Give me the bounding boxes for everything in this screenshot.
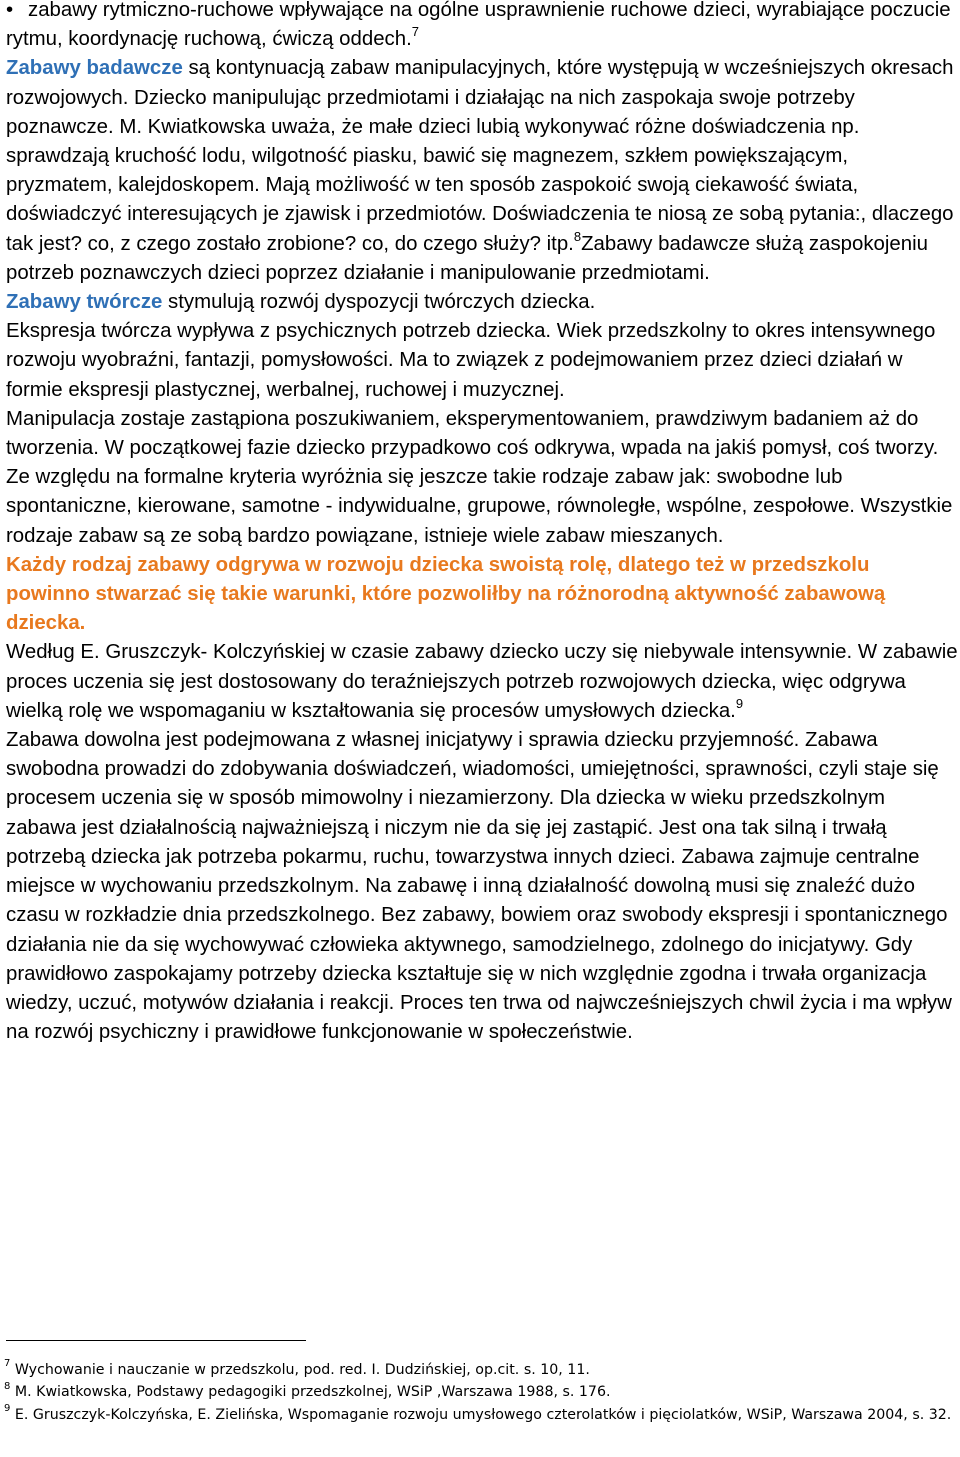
paragraph-tworcze <box>6 288 958 317</box>
footnote-text: E. Gruszczyk-Kolczyńska, E. Zielińska, Wspomaganie rozwoju umysłowego czterolatków i pięciolatków, WSiP, Warszawa 2004, s. 32. <box>14 1406 952 1423</box>
paragraph-manipulacja: Manipulacja zostaje zastąpiona poszukiwaniem, eksperymentowaniem, prawdziwym badaniem aż do tworzenia. W początkowej fazie dziecko przypadkowo coś odkrywa, wpada na jakiś pomysł, coś tworzy. <box>6 407 939 460</box>
footnote-ref-7: 7 <box>411 24 419 40</box>
paragraph-zabawa-dowolna: Zabawa dowolna jest podejmowana z własnej inicjatywy i sprawia dziecku przyjemność. Zabawa swobodna prowadzi do zdobywania doświadczeń, wiadomości, umiejętności, sprawności, czyli staje się procesem uczenia się w sposób mimowolny i niezamierzony. Dla dziecka w wieku przedszkolnym zabawa jest działalnością najważniejszą i niczym nie da się jej zastąpić. Jest ona tak silną i trwałą potrzebą dziecka jak potrzeba pokarmu, ruchu, towarzystwa innych dzieci. Zabawa zajmuje centralne miejsce w wychowaniu przedszkolnym. Na zabawę i inną działalność dowolną musi się znaleźć dużo czasu w rozkładzie dnia przedszkolnego. Bez zabawy, bowiem oraz swobody ekspresji i spontanicznego działania nie da się wychowywać człowieka aktywnego, samodzielnego, zdolnego do inicjatywy. Gdy prawidłowo zaspokajamy potrzeby dziecka kształtuje się w nich względnie zgodna i trwała organizacja wiedzy, uczuć, motywów działania i reakcji. Proces ten trwa od najwcześniejszych chwil życia i ma wpływ na rozwój psychiczny i prawidłowe funkcjonowanie w społeczeństwie. <box>6 729 952 1044</box>
footnote-text: M. Kwiatkowska, Podstawy pedagogiki przedszkolnej, WSiP ,Warszawa 1988, s. 176. <box>14 1384 611 1401</box>
paragraph-ekspresja: Ekspresja twórcza wypływa z psychicznych potrzeb dziecka. Wiek przedszkolny to okres intensywnego rozwoju wyobraźni, fantazji, pomysłowości. Ma to związek z podejmowaniem przez dzieci działań w formie ekspresji plastycznej, werbalnej, ruchowej i muzycznej. <box>6 320 936 401</box>
bullet-text: zabawy rytmiczno-ruchowe wpływające na ogólne usprawnienie ruchowe dzieci, wyrabiające poczucie rytmu, koordynację ruchową, ćwiczą oddech. <box>6 0 951 51</box>
footnote-9 <box>4 1404 956 1426</box>
paragraph-kryteria: Ze względu na formalne kryteria wyróżnia się jeszcze takie rodzaje zabaw jak: swobodne lub spontaniczne, kierowane, samotne - indywidualne, grupowe, równoległe, wspólne, zespołowe. Wszystkie rodzaje zabaw są ze sobą bardzo powiązane, istnieje wiele zabaw mieszanych. <box>6 466 953 547</box>
footnote-ref-8: 8 <box>573 228 582 244</box>
bullet-icon: • <box>6 0 14 21</box>
footnote-number: 8 <box>4 1380 11 1392</box>
footnote-number: 7 <box>4 1358 11 1370</box>
badawcze-text: są kontynuacją zabaw manipulacyjnych, które występują w wcześniejszych okresach rozwojowych. Dziecko manipulując przedmiotami i działając na nich zaspokaja swoje potrzeby poznawcze. M. Kwiatkowska uważa, że małe dzieci lubią wykonywać różne doświadczenia np. sprawdzają kruchość lodu, wilgotność piasku, bawić się magnezem, szkłem powiększającym, pryzmatem, kalejdoskopem. Mają możliwość w ten sposób zaspokoić swoją ciekawość świata, doświadczyć interesujących je zjawisk i przedmiotów. Doświadczenia te niosą ze sobą pytania:, dlaczego tak jest? co, z czego zostało zrobione? co, do czego służy? itp. <box>6 57 954 255</box>
heading-zabawy-tworcze: Zabawy twórcze <box>6 291 163 314</box>
footnote-ref-9: 9 <box>735 696 744 712</box>
badawcze-text-continued: Zabawy badawcze służą zaspokojeniu potrzeb poznawczych dzieci poprzez działanie i manipulowanie przedmiotami. <box>6 232 928 284</box>
footnotes <box>4 1359 956 1426</box>
bullet-paragraph <box>6 0 958 54</box>
footnote-separator <box>6 1340 306 1341</box>
document-body <box>6 0 958 1047</box>
paragraph-highlight: Każdy rodzaj zabawy odgrywa w rozwoju dziecka swoistą rolę, dlatego też w przedszkolu powinno stwarzać się takie warunki, które pozwoliłby na różnorodną aktywność zabawową dziecka. <box>6 553 886 635</box>
footnote-number: 9 <box>4 1402 11 1414</box>
footnote-text: Wychowanie i nauczanie w przedszkolu, pod. red. I. Dudzińskiej, op.cit. s. 10, 11. <box>14 1362 590 1378</box>
paragraph-gruszczyk <box>6 638 958 726</box>
tworcze-text: stymulują rozwój dyspozycji twórczych dziecka. <box>162 291 596 314</box>
footnote-8 <box>4 1381 956 1403</box>
footnote-7 <box>4 1359 956 1381</box>
paragraph-badawcze <box>6 54 958 288</box>
gruszczyk-text: Według E. Gruszczyk- Kolczyńskiej w czasie zabawy dziecko uczy się niebywale intensywnie. W zabawie proces uczenia się jest dostosowany do teraźniejszych potrzeb rozwojowych dziecka, więc odgrywa wielką rolę we wspomaganiu w kształtowania się procesów umysłowych dziecka. <box>6 641 958 722</box>
heading-zabawy-badawcze: Zabawy badawcze <box>6 57 183 80</box>
